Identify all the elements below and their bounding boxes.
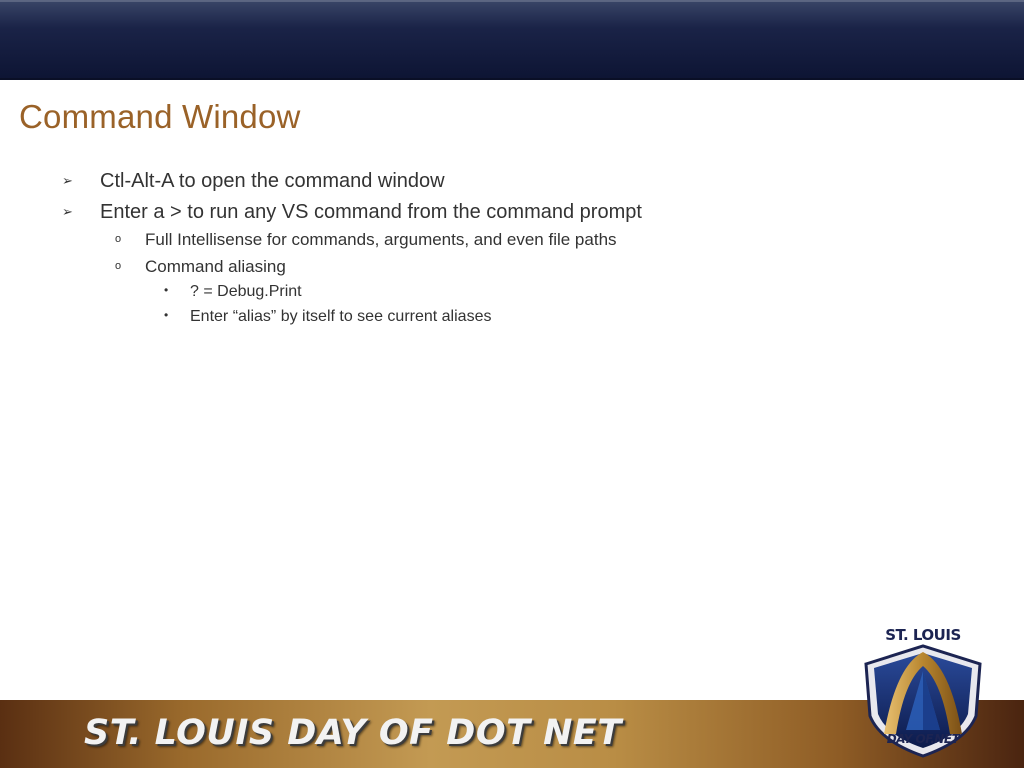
bullet-text: Enter “alias” by itself to see current aliases: [190, 308, 492, 325]
footer-banner-text: ST. LOUIS DAY OF DOT NET: [84, 713, 622, 753]
circle-bullet-icon: o: [115, 233, 122, 245]
dot-bullet-icon: •: [164, 283, 169, 297]
slide-title: Command Window: [19, 98, 301, 135]
bullet-text: Enter a > to run any VS command from the command prompt: [100, 201, 642, 223]
sub-sub-bullet-item: [164, 283, 302, 301]
bullet-item: [62, 170, 445, 193]
sub-bullet-item: [115, 230, 617, 250]
dot-bullet-icon: •: [164, 308, 169, 322]
bullet-text: Full Intellisense for commands, arguments, and even file paths: [145, 230, 617, 249]
circle-bullet-icon: o: [115, 260, 122, 272]
logo-top-text: ST. LOUIS: [885, 626, 961, 644]
bullet-text: Command aliasing: [145, 257, 286, 276]
bullet-item: [62, 201, 642, 224]
header-bar: [0, 0, 1024, 80]
event-logo: [856, 626, 990, 764]
arrow-bullet-icon: ➢: [62, 204, 73, 219]
sub-sub-bullet-item: [164, 308, 492, 326]
logo-bottom-text: DAY OF.NET: [886, 732, 960, 746]
bullet-text: ? = Debug.Print: [190, 283, 302, 300]
sub-bullet-item: [115, 257, 286, 277]
arrow-bullet-icon: ➢: [62, 173, 73, 188]
bullet-text: Ctl-Alt-A to open the command window: [100, 170, 445, 192]
